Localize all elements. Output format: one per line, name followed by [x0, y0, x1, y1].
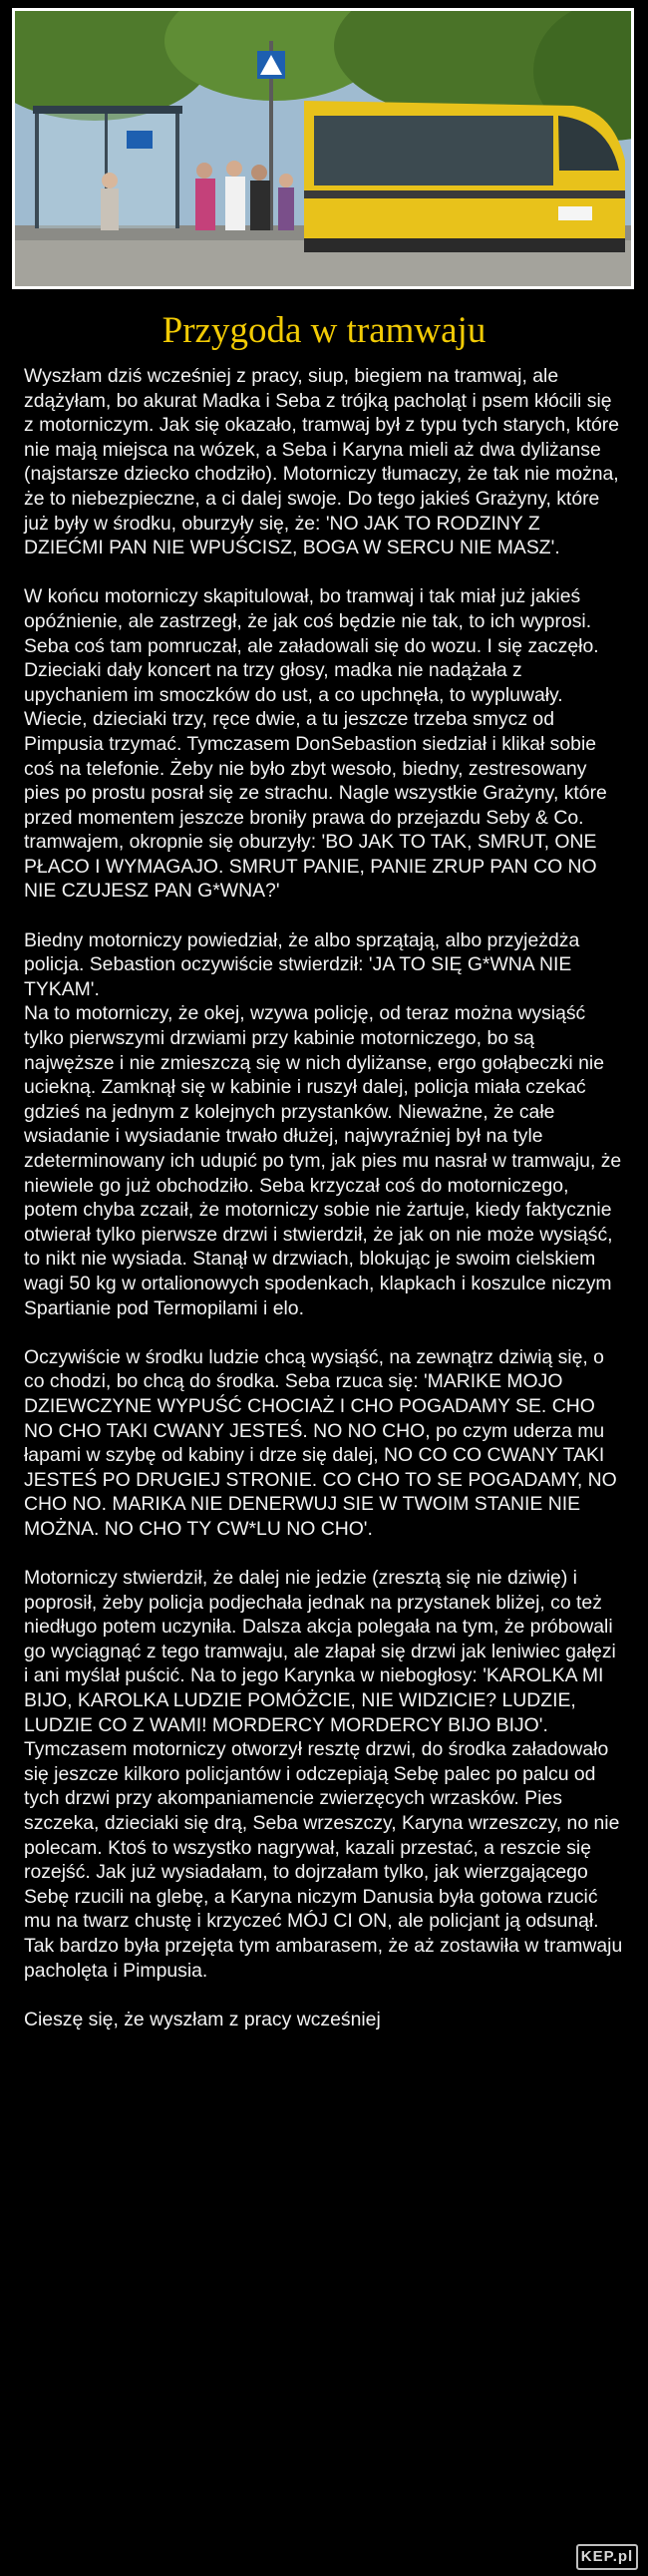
- story-paragraph-2: W końcu motorniczy skapitulował, bo tramwaj i tak miał już jakieś opóźnienie, ale zastrzegł, że jak coś będzie nie tak, to ich wyprosi. Seba coś tam pomruczał, ale załadowali się do wozu. I się zaczęło. Dzieciaki dały koncert na trzy głosy, madka nie nadążała z upychaniem im smoczków do ust, a co upchnęła, to wypluwały. Wiecie, dzieciaki trzy, ręce dwie, a tu jeszcze trzeba smycz od Pimpusia trzymać. Tymczasem DonSebastion siedział i klikał sobie coś na telefonie. Żeby nie było zbyt wesoło, biedny, zestresowany pies po prostu posrał się ze strachu. Nagle wszystkie Grażyny, które przed momentem jeszcze broniły prawa do przejazdu Seby & Co. tramwajem, okropnie się oburzyły: 'BO JAK TO TAK, SMRUT, ONE PŁACO I WYMAGAJO. SMRUT PANIE, PANIE ZRUP PAN CO NO NIE CZUJESZ PAN G*WNA?': [24, 585, 607, 903]
- site-watermark-logo: KEP.pl: [576, 2544, 638, 2570]
- story-paragraph-3: Biedny motorniczy powiedział, że albo sprzątają, albo przyjeżdża policja. Sebastion oczywiście stwierdził: 'JA TO SIĘ G*WNA NIE TYKAM'. Na to motorniczy, że okej, wzywa policję, od teraz można wysiąść tylko pierwszymi drzwiami przy kabinie motorniczego, bo są najwęższe i nie zmieszczą się w nich dyliżanse, ergo gołąbeczki nie uciekną. Zamknął się w kabinie i ruszył dalej, policja miała czekać gdzieś na jednym z kolejnych przystanków. Nieważne, że całe wsiadanie i wysiadanie trwało dłużej, najwyraźniej był na tyle zdeterminowany ich udupić po tym, jak pies mu nasrał w tramwaju, że niewiele go już obchodziło. Seba krzyczał coś do motorniczego, potem chyba zczaił, że motorniczy sobie nie żartuje, kiedy faktycznie otwierał tylko pierwsze drzwi i stwierdził, że jak on nie może wysiąść, to nikt nie wysiada. Stanął w drzwiach, blokując je swoim cielskiem wagi 50 kg w ortalionowych spodenkach, klapkach i koszulce niczym Spartianie pod Termopilami i elo.: [24, 928, 622, 1319]
- story-title: Przygoda w tramwaju: [162, 310, 486, 351]
- story-paragraph-4: Oczywiście w środku ludzie chcą wysiąść, na zewnątrz dziwią się, o co chodzi, bo chcą do środka. Seba rzuca się: 'MARIKE MOJO DZIEWCZYNE WYPUŚĆ CHOCIAŻ I CHO POGADAMY SE. CHO NO CHO TAKI CWANY JESTEŚ. NO NO CHO, po czym uderza mu łapami w szybę od kabiny i drze się dalej, NO CO CO CWANY TAKI JESTEŚ PO DRUGIEJ STRONIE. CO CHO TO SE POGADAMY, NO CHO NO. MARIKA NIE DENERWUJ SIE W TWOIM STANIE NIE MOŻNA. NO CHO TY CW*LU NO CHO'.: [24, 1345, 617, 1540]
- story-body: [24, 364, 624, 2056]
- tram-photo: [12, 8, 634, 289]
- bus-stop-sign-icon: [127, 131, 153, 149]
- tram-stop-scene: [15, 11, 631, 286]
- story-paragraph-6: Cieszę się, że wyszłam z pracy wcześniej: [24, 2008, 381, 2030]
- story-paragraph-1: Wyszłam dziś wcześniej z pracy, siup, biegiem na tramwaj, ale zdążyłam, bo akurat Madka i Seba z trójką pacholąt i psem kłócili się z motorniczym. Jak się okazało, tramwaj był z typu tych starych, które nie mają miejsca na wózek, a Seba i Karyna mieli aż dwa dyliżanse (najstarsze dziecko chodziło). Motorniczy tłumaczy, że tak nie można, że to niebezpieczne, a ci dalej swoje. Do tego jakieś Grażyny, które już były w środku, oburzyły się, że: 'NO JAK TO RODZINY Z DZIEĆMI PAN NIE WPUŚCISZ, BOGA W SERCU NIE MASZ'.: [24, 365, 619, 559]
- story-paragraph-5: Motorniczy stwierdził, że dalej nie jedzie (zresztą się nie dziwię) i poprosił, żeby policja podjechała jednak na przystanek bliżej, co też niedługo potem uczyniła. Dalsza akcja polegała na tym, że próbowali go wyciągnąć z tego tramwaju, ale złapał się drzwi jak leniwiec gałęzi i ani myślał puścić. Na to jego Karynka w niebogłosy: 'KAROLKA MI BIJO, KAROLKA LUDZIE POMÓŻCIE, NIE WIDZICIE? LUDZIE, LUDZIE CO Z WAMI! MORDERCY MORDERCY BIJO BIJO'. Tymczasem motorniczy otworzył resztę drzwi, do środka załadowało się jeszcze kilkoro policjantów i odczepiają Sebę palec po palcu od tych drzwi przy akompaniamencie zwierzęcych wrzasków. Pies szczeka, dzieciaki się drą, Seba wrzeszczy, Karyna wrzeszczy, no nie polecam. Ktoś to wszystko nagrywał, kazali przestać, a reszcie się rozejść. Jak już wysiadałam, to dojrzałam tylko, jak wierzgającego Sebę rzucili na glebę, a Karyna niczym Danusia była gotowa rzucić mu na twarz chustę i krzyczeć MÓJ CI ON, ale policjant ją odsunął. Tak bardzo była przejęta tym ambarasem, że aż zostawiła w tramwaju pacholęta i Pimpusia.: [24, 1567, 623, 1982]
